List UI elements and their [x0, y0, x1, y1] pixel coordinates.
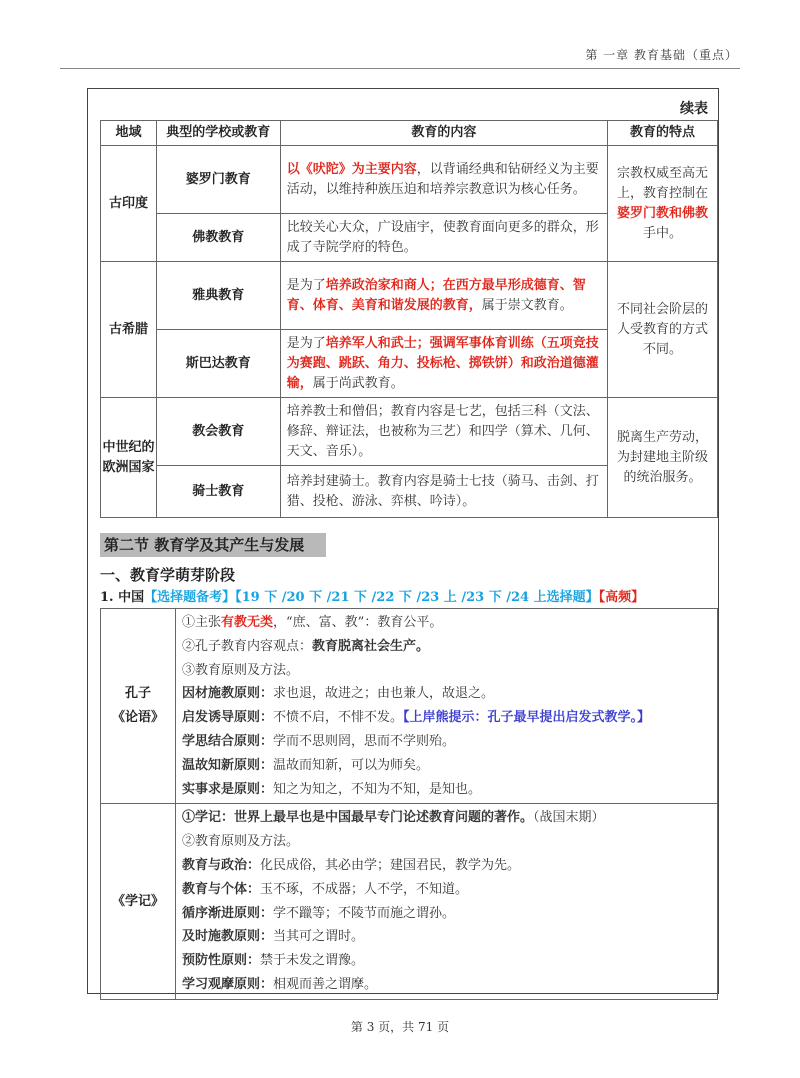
feature-greece: 不同社会阶层的人受教育的方式不同。	[608, 262, 718, 398]
table-row	[101, 262, 718, 330]
list-item: ①主张有教无类，“庶、富、教”：教育公平。	[182, 615, 443, 630]
list-item: 预防性原则：禁于未发之谓豫。	[182, 953, 365, 969]
school-brahman: 婆罗门教育	[156, 146, 280, 214]
region-medieval: 中世纪的欧洲国家	[101, 398, 157, 518]
page-number: 第 3 页，共 71 页	[350, 1020, 450, 1034]
table-row	[101, 398, 718, 466]
list-item: 学思结合原则：学而不思则罔，思而不学则殆。	[182, 733, 456, 749]
feature-medieval: 脱离生产劳动，为封建地主阶级的统治服务。	[608, 398, 718, 518]
continued-label: 续表	[680, 101, 708, 117]
table-row	[101, 804, 718, 999]
school-knight: 骑士教育	[156, 466, 280, 518]
subsection-title: 一、教育学萌芽阶段	[100, 566, 236, 584]
table-row	[101, 609, 718, 804]
confucius-body	[176, 609, 718, 804]
list-item: ①学记：世界上最早也是中国最早专门论述教育问题的著作。（战国末期）	[182, 810, 605, 826]
confucius-label: 孔子 《论语》	[101, 609, 176, 804]
feature-india: 宗教权威至高无上，教育控制在婆罗门教和佛教手中。	[608, 146, 718, 262]
list-item: ②孔子教育内容观点：教育脱离社会生产。	[182, 638, 430, 654]
content-brahman: 以《吠陀》为主要内容，以背诵经典和钻研经义为主要活动，以维持种族压迫和培养宗教意识为核心任务。	[280, 146, 607, 214]
page-header: 第 一章 教育基础（重点）	[585, 48, 738, 62]
content-sparta: 是为了培养军人和武士；强调军事体育训练（五项竞技为赛跑、跳跃、角力、投标枪、掷铁饼）和政治道德灌输，属于尚武教育。	[280, 330, 607, 398]
header-school: 典型的学校或教育	[156, 121, 280, 146]
table-row	[101, 146, 718, 214]
header-region: 地域	[101, 121, 157, 146]
list-item: 启发诱导原则：不愤不启，不悱不发。【上岸熊提示：孔子最早提出启发式教学。】	[182, 710, 651, 726]
content-church: 培养教士和僧侣；教育内容是七艺，包括三科（文法、修辞、辩证法，也被称为三艺）和四学（算术、几何、天文、音乐）。	[280, 398, 607, 466]
list-item: 温故知新原则：温故而知新，可以为师矣。	[182, 757, 430, 773]
list-item: 教育与个体：玉不琢，不成器；人不学，不知道。	[182, 881, 469, 897]
content-knight: 培养封建骑士。教育内容是骑士七技（骑马、击剑、打猎、投枪、游泳、弈棋、吟诗）。	[280, 466, 607, 518]
school-church: 教会教育	[156, 398, 280, 466]
content-buddhist: 比较关心大众，广设庙宇，使教育面向更多的群众，形成了寺院学府的特色。	[280, 214, 607, 262]
header-feature: 教育的特点	[608, 121, 718, 146]
list-item: 实事求是原则：知之为知之，不知为不知，是知也。	[182, 781, 482, 797]
list-item: 及时施教原则：当其可之谓时。	[182, 929, 365, 945]
content-athens: 是为了培养政治家和商人；在西方最早形成德育、智育、体育、美育和谐发展的教育，属于崇文教育。	[280, 262, 607, 330]
list-item: 学习观摩原则：相观而善之谓摩。	[182, 976, 378, 992]
school-athens: 雅典教育	[156, 262, 280, 330]
china-education-table	[100, 608, 718, 1000]
region-india: 古印度	[101, 146, 157, 262]
xueji-body	[176, 804, 718, 999]
ancient-education-table	[100, 120, 718, 518]
xueji-label: 《学记》	[101, 804, 176, 999]
region-greece: 古希腊	[101, 262, 157, 398]
table-header-row	[101, 121, 718, 146]
section-title: 第二节 教育学及其产生与发展	[100, 533, 326, 557]
header-content: 教育的内容	[280, 121, 607, 146]
china-heading: 1. 中国【选择题备考】【19 下 /20 下 /21 下 /22 下 /23 上 /23 下 /24 上选择题】【高频】	[100, 590, 645, 605]
header-rule	[60, 68, 740, 69]
list-item: ②教育原则及方法。	[182, 834, 300, 850]
list-item: ③教育原则及方法。	[182, 662, 300, 678]
list-item: 循序渐进原则：学不躐等；不陵节而施之谓孙。	[182, 905, 456, 921]
list-item: 因材施教原则：求也退，故进之；由也兼人，故退之。	[182, 686, 495, 702]
list-item: 教育与政治：化民成俗，其必由学；建国君民，教学为先。	[182, 857, 521, 873]
school-sparta: 斯巴达教育	[156, 330, 280, 398]
school-buddhist: 佛教教育	[156, 214, 280, 262]
